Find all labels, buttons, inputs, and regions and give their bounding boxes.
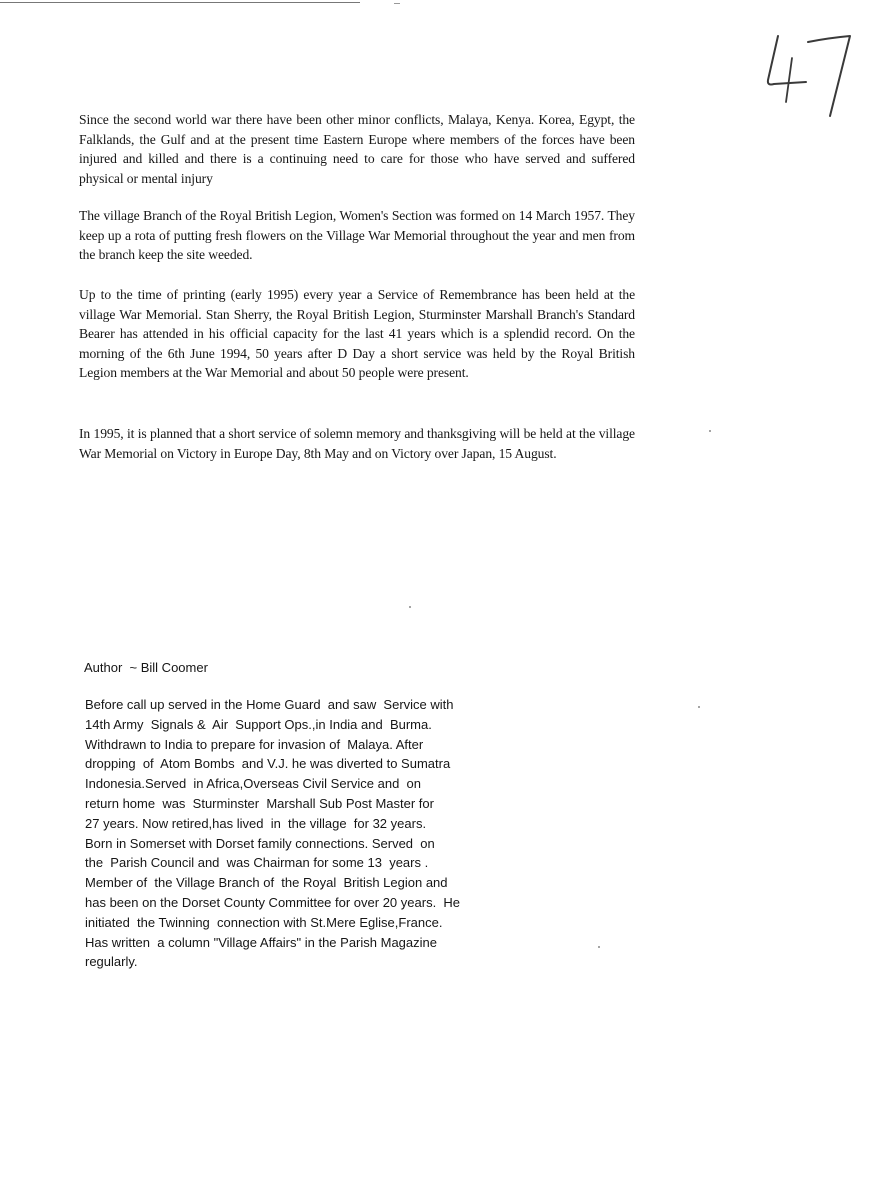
bio-line: initiated the Twinning connection with St.Mere Eglise,France. (85, 914, 443, 930)
bio-line: 14th Army Signals & Air Support Ops.,in India and Burma. (85, 716, 432, 732)
paragraph-womens-section: The village Branch of the Royal British Legion, Women's Section was formed on 14 March 1957. They keep up a rota of putting fresh flowers on the Village War Memorial throughout the year and men from the branch keep the site weeded. (79, 208, 635, 262)
author-biography (85, 695, 505, 972)
bio-line: Indonesia.Served in Africa,Overseas Civil Service and on (85, 776, 422, 792)
bio-line: 27 years. Now retired,has lived in the village for 32 years. (85, 815, 427, 831)
bio-line: Withdrawn to India to prepare for invasion of Malaya. After (85, 736, 424, 752)
bio-line: dropping of Atom Bombs and V.J. he was diverted to Sumatra (85, 756, 451, 772)
scan-speck (698, 706, 700, 708)
paragraph-1995-plans: In 1995, it is planned that a short service of solemn memory and thanksgiving will be held at the village War Memorial on Victory in Europe Day, 8th May and on Victory over Japan, 15 August. (79, 426, 635, 461)
top-rule (0, 2, 360, 3)
bio-line: Born in Somerset with Dorset family connections. Served on (85, 835, 435, 851)
scan-speck (598, 946, 600, 948)
bio-line: regularly. (85, 954, 138, 970)
handwritten-page-number (748, 28, 858, 118)
bio-line: the Parish Council and was Chairman for some 13 years . (85, 855, 429, 871)
bio-line: Has written a column "Village Affairs" in the Parish Magazine (85, 934, 437, 950)
bio-line: Before call up served in the Home Guard and saw Service with (85, 697, 454, 712)
bio-line: has been on the Dorset County Committee for over 20 years. He (85, 894, 461, 910)
paragraph-remembrance: Up to the time of printing (early 1995) every year a Service of Remembrance has been held at the village War Memorial. Stan Sherry, the Royal British Legion, Sturminster Marshall Branch's Standard Bearer has attended in his official capacity for the last 41 years which is a splendid record. On the morning of the 6th June 1994, 50 years after D Day a short service was held by the Royal British Legion members at the War Memorial and about 50 people were present. (79, 287, 635, 380)
bio-line: return home was Sturminster Marshall Sub Post Master for (85, 795, 434, 811)
scan-speck (409, 606, 411, 608)
author-line: Author ~ Bill Coomer (84, 660, 208, 675)
scan-speck (709, 430, 711, 432)
top-rule-mark (394, 0, 400, 4)
bio-line: Member of the Village Branch of the Royal British Legion and (85, 875, 448, 891)
paragraph-conflicts: Since the second world war there have been other minor conflicts, Malaya, Kenya. Korea, Egypt, the Falklands, the Gulf and at the present time Eastern Europe where members of the forces have been injured and killed and there is a continuing need to care for those who have served and suffered physical or mental injury (79, 112, 635, 186)
